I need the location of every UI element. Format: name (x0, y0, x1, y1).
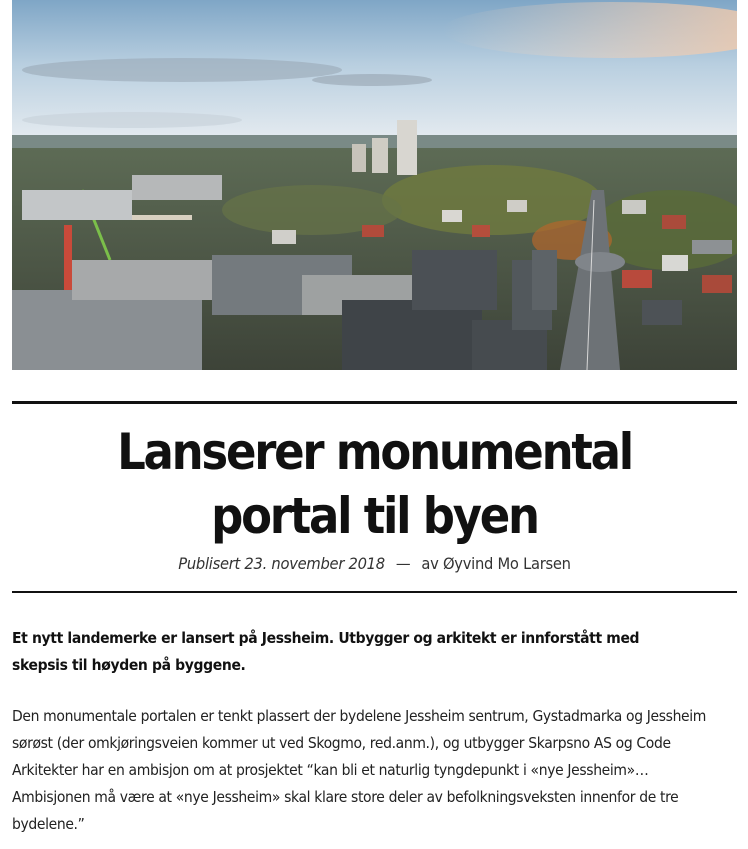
bottom-rule (12, 591, 737, 593)
article-title: Lanserer monumental portal til byen (117, 423, 632, 545)
byline-separator: — (395, 554, 411, 573)
author-name[interactable]: av Øyvind Mo Larsen (421, 554, 571, 573)
article-body-paragraph: Den monumentale portalen er tenkt plassert der bydelene Jessheim sentrum, Gystadmarka og Jessheim sørøst (der omkjøringsveien kommer ut ved Skogmo, red.anm.), og utbygger Skarpsno AS og Code Arkitekter har en ambisjon om at prosjektet “kan bli et naturlig tyngdepunkt i «nye Jessheim»… Ambisjonen må være at «nye Jessheim» skal klare store deler av befolkningsveksten innenfor de tre bydelene.” (12, 707, 707, 833)
publish-date: Publisert 23. november 2018 (178, 554, 385, 573)
top-rule (12, 401, 737, 404)
byline (41, 553, 708, 575)
article-lead: Et nytt landemerke er lansert på Jessheim. Utbygger og arkitekt er innforstått med skepsis til høyden på byggene. (12, 629, 640, 674)
aerial-city-illustration (12, 0, 737, 370)
hero-image (12, 0, 737, 370)
